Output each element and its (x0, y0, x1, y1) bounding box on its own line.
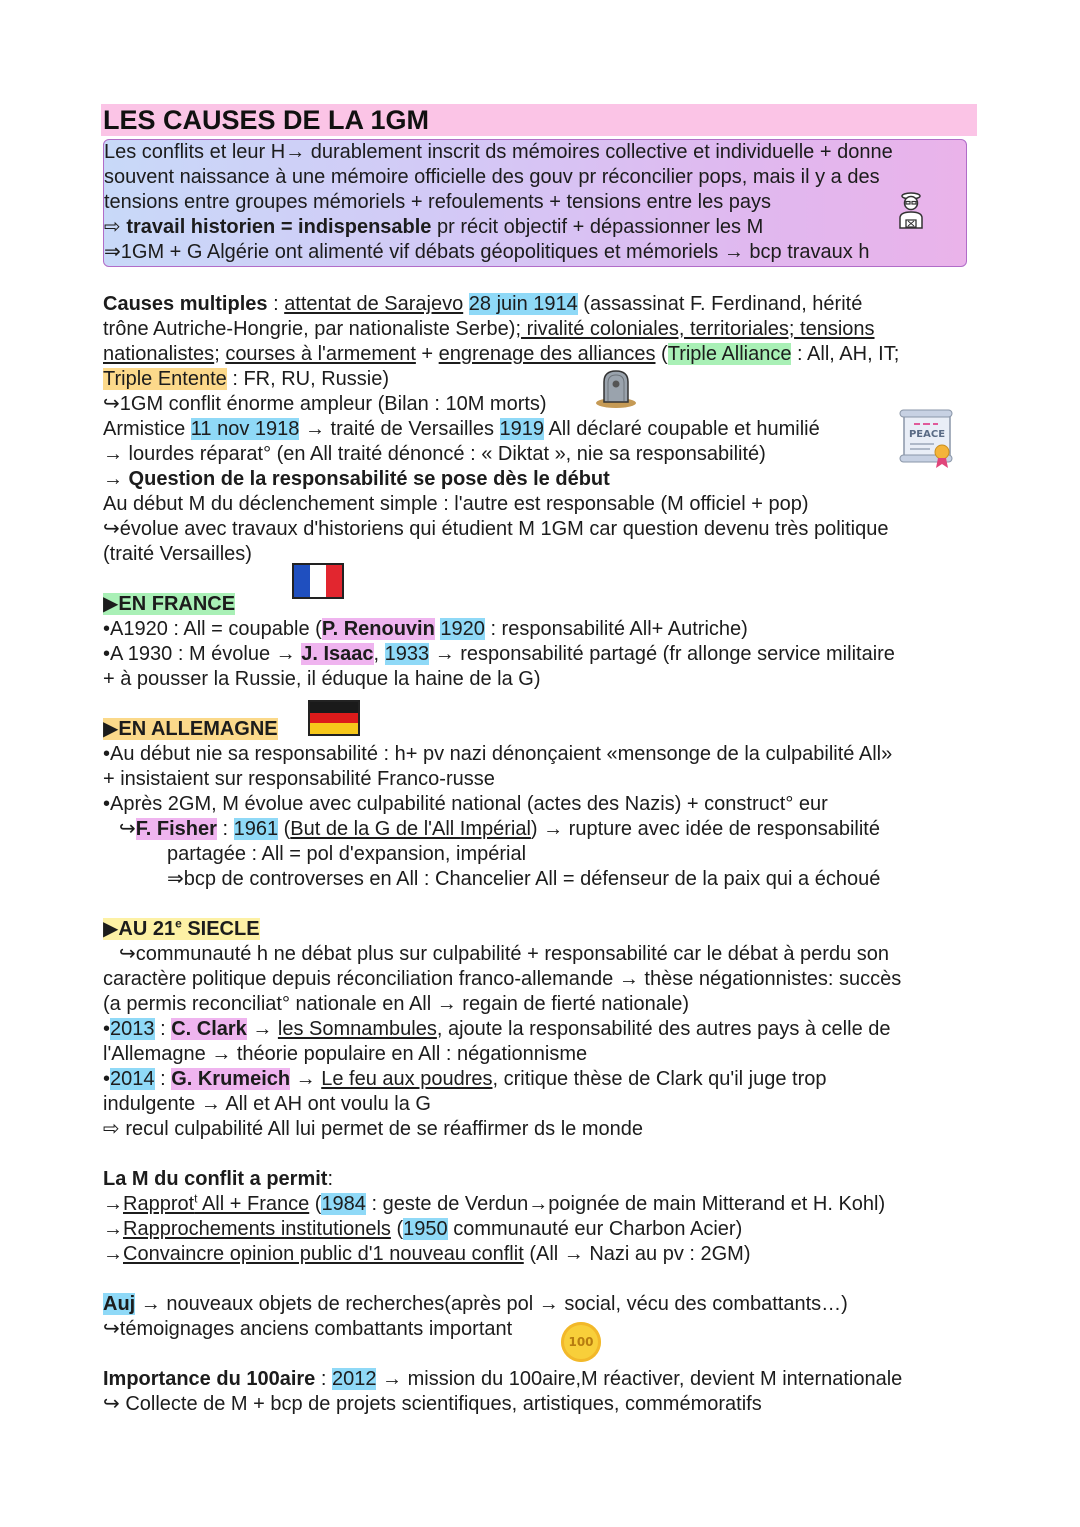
date-highlight: 2014 (110, 1068, 155, 1090)
text: : (315, 1368, 332, 1390)
text: ( (655, 343, 668, 365)
underlined-text (123, 1193, 309, 1215)
memoire-line (103, 1242, 983, 1267)
underlined-text: rivalité coloniales, territoriales; (521, 318, 795, 340)
text: : geste de Verdun→poignée de main Mitterand et H. Kohl) (365, 1193, 886, 1215)
france-heading-line (103, 592, 983, 617)
allemagne-line: ⇒bcp de controverses en All : Chancelier All = défenseur de la paix qui a échoué (167, 868, 881, 890)
france-line (103, 617, 983, 642)
centenaire-label: Importance du 100aire (103, 1368, 316, 1390)
siecle-line: l'Allemagne → théorie populaire en All : négationnisme (103, 1043, 588, 1065)
text: → traité de Versailles (299, 418, 500, 440)
auj-line (103, 1292, 983, 1317)
heading-text: SIECLE (181, 918, 260, 940)
book-title: But de la G de l'All Impérial (290, 818, 531, 840)
intro-line (104, 215, 966, 240)
intro-arrow: ⇨ (104, 216, 127, 238)
text: ) → rupture avec idée de responsabilité (530, 818, 880, 840)
memoire-line (103, 1192, 983, 1217)
triple-alliance-highlight: Triple Alliance (667, 343, 792, 365)
causes-line (103, 292, 983, 317)
date-highlight: 1950 (403, 1218, 448, 1240)
book-title: les Somnambules (277, 1018, 437, 1040)
intro-key-phrase: travail historien = indispensable (126, 216, 432, 238)
note-page (103, 104, 983, 1417)
text: communauté eur Charbon Acier) (447, 1218, 743, 1240)
text: (All → Nazi au pv : 2GM) (523, 1243, 751, 1265)
text: → responsabilité partagé (fr allonge service militaire (429, 643, 895, 665)
text: : FR, RU, Russie) (226, 368, 390, 390)
text: (assassinat F. Ferdinand, hérité (577, 293, 863, 315)
underlined-text: tensions (794, 318, 875, 340)
allemagne-line: •Au début nie sa responsabilité : h+ pv nazi dénonçaient «mensonge de la culpabilité All» (103, 743, 893, 765)
underlined-text: Convaincre opinion public d'1 nouveau conflit (123, 1243, 524, 1265)
text: ( (309, 1193, 322, 1215)
date-highlight: 1961 (233, 818, 279, 840)
date-highlight: 1919 (499, 418, 545, 440)
peace-label: PEACE (908, 429, 946, 440)
text: → (103, 1243, 123, 1265)
memoire-heading-line (103, 1167, 983, 1192)
allemagne-line: partagée : All = pol d'expansion, impérial (167, 843, 527, 865)
causes-line (103, 417, 983, 442)
section-heading-21e-siecle (103, 918, 260, 940)
siecle-line: caractère politique depuis réconciliation franco-allemande → thèse négationnistes: succès (103, 968, 902, 990)
causes-line (103, 342, 983, 367)
auj-line: ↪témoignages anciens combattants important (103, 1318, 513, 1340)
underlined-text: Rapprochements institutionels (123, 1218, 391, 1240)
date-highlight: 1984 (321, 1193, 366, 1215)
text: trône Autriche-Hongrie, par nationaliste Serbe); (103, 318, 522, 340)
text: : (154, 1018, 172, 1040)
intro-box (103, 139, 967, 267)
text: Rapprot (123, 1193, 195, 1215)
centenaire-line: ↪ Collecte de M + bcp de projets scientifiques, artistiques, commémoratifs (103, 1393, 762, 1415)
underlined-text: engrenage des alliances (438, 343, 656, 365)
causes-line (103, 367, 983, 392)
student-icon (894, 190, 928, 234)
historian-highlight: F. Fisher (135, 818, 217, 840)
siecle-line: (a permis reconciliat° nationale en All → regain de fierté nationale) (103, 993, 690, 1015)
date-highlight: 2013 (110, 1018, 155, 1040)
intro-line: Les conflits et leur H→ durablement inscrit ds mémoires collective et individuelle + donne (104, 141, 893, 163)
text: : (154, 1068, 172, 1090)
causes-line: Au début M du déclenchement simple : l'autre est responsable (M officiel + pop) (103, 493, 809, 515)
memoire-heading: La M du conflit a permit (103, 1168, 328, 1190)
text: + (415, 343, 439, 365)
gravestone-icon (594, 368, 638, 408)
date-highlight: 1920 (440, 618, 485, 640)
text: All déclaré coupable et humilié (544, 418, 820, 440)
intro-line: souvent naissance à une mémoire officielle des gouv pr réconcilier pops, mais il y a des (104, 166, 880, 188)
allemagne-line: + insistaient sur responsabilité Franco-russe (103, 768, 495, 790)
text: All + France (197, 1193, 310, 1215)
text: •A 1930 : M évolue → (103, 643, 302, 665)
peace-treaty-icon (896, 408, 956, 470)
siecle-heading-line (103, 917, 983, 942)
text: ( (278, 818, 291, 840)
text: ↪ (119, 818, 136, 840)
text: , ajoute la responsabilité des autres pays à celle de (436, 1018, 891, 1040)
text: • (103, 1018, 111, 1040)
causes-line: ↪évolue avec travaux d'historiens qui étudient M 1GM car question devenu très politique (103, 518, 889, 540)
siecle-line: ↪communauté h ne débat plus sur culpabilité + responsabilité car le débat à perdu son (119, 943, 890, 965)
text: •A1920 : All = coupable ( (103, 618, 322, 640)
france-flag-icon (292, 563, 344, 599)
intro-line: ⇒1GM + G Algérie ont alimenté vif débats géopolitiques et mémoriels → bcp travaux h (104, 241, 870, 263)
auj-label: Auj (103, 1293, 136, 1315)
causes-line: → lourdes réparat° (en All traité dénoncé : « Diktat », nie sa responsabilité) (103, 443, 766, 465)
france-line: + à pousser la Russie, il éduque la haine de la G) (103, 668, 541, 690)
causes-line: → Question de la responsabilité se pose dès le début (103, 468, 610, 490)
hundred-badge-icon (561, 1322, 601, 1362)
text-sup: t (194, 1191, 198, 1206)
text: : All, AH, IT; (791, 343, 900, 365)
siecle-line: ⇨ recul culpabilité All lui permet de se réaffirmer ds le monde (103, 1118, 643, 1140)
badge-label: 100 (568, 1335, 594, 1349)
triple-entente-highlight: Triple Entente (103, 368, 227, 390)
historian-highlight: J. Isaac (301, 643, 374, 665)
france-line (103, 642, 983, 667)
causes-line: (traité Versailles) (103, 543, 252, 565)
text: ( (390, 1218, 404, 1240)
text: → mission du 100aire,M réactiver, devient M internationale (376, 1368, 903, 1390)
intro-text: pr récit objectif + dépassionner les M (431, 216, 764, 238)
text: : (267, 293, 285, 315)
page-title: LES CAUSES DE LA 1GM (101, 104, 977, 136)
siecle-line (103, 1017, 983, 1042)
text: : responsabilité All+ Autriche) (484, 618, 748, 640)
siecle-line: indulgente → All et AH ont voulu la G (103, 1093, 431, 1115)
date-highlight: 28 juin 1914 (468, 293, 578, 315)
text: • (103, 1068, 111, 1090)
text: : (216, 818, 234, 840)
underlined-text: nationalistes (103, 343, 215, 365)
historian-highlight: P. Renouvin (321, 618, 435, 640)
text: → nouveaux objets de recherches(après pol → social, vécu des combattants…) (135, 1293, 848, 1315)
heading-sup: e (175, 916, 182, 931)
historian-highlight: G. Krumeich (171, 1068, 291, 1090)
siecle-line (103, 1067, 983, 1092)
allemagne-line: •Après 2GM, M évolue avec culpabilité national (actes des Nazis) + construct° eur (103, 793, 828, 815)
centenaire-line (103, 1367, 983, 1392)
section-heading-france: ▶EN FRANCE (103, 593, 236, 615)
heading-text: ▶AU 21 (103, 918, 176, 940)
book-title: Le feu aux poudres (321, 1068, 493, 1090)
text: Armistice (103, 418, 191, 440)
intro-line: tensions entre groupes mémoriels + refoulements + tensions entre les pays (104, 191, 772, 213)
causes-line (103, 317, 983, 342)
germany-flag-icon (308, 700, 360, 736)
text: → (103, 1218, 123, 1240)
date-highlight: 11 nov 1918 (190, 418, 300, 440)
text: → (103, 1193, 123, 1215)
allemagne-heading-line (103, 717, 983, 742)
causes-label: Causes multiples (103, 293, 268, 315)
section-heading-allemagne: ▶EN ALLEMAGNE (103, 718, 278, 740)
historian-highlight: C. Clark (171, 1018, 247, 1040)
text: → (246, 1018, 278, 1040)
text: , (373, 643, 385, 665)
sarajevo-text: attentat de Sarajevo (284, 293, 464, 315)
date-highlight: 1933 (384, 643, 430, 665)
text: : (327, 1168, 334, 1190)
causes-line: ↪1GM conflit énorme ampleur (Bilan : 10M morts) (103, 393, 547, 415)
memoire-line (103, 1217, 983, 1242)
allemagne-line (103, 817, 983, 842)
text: ; (214, 343, 226, 365)
underlined-text: courses à l'armement (225, 343, 416, 365)
text: , critique thèse de Clark qu'il juge trop (492, 1068, 827, 1090)
date-highlight: 2012 (331, 1368, 377, 1390)
text: → (290, 1068, 322, 1090)
